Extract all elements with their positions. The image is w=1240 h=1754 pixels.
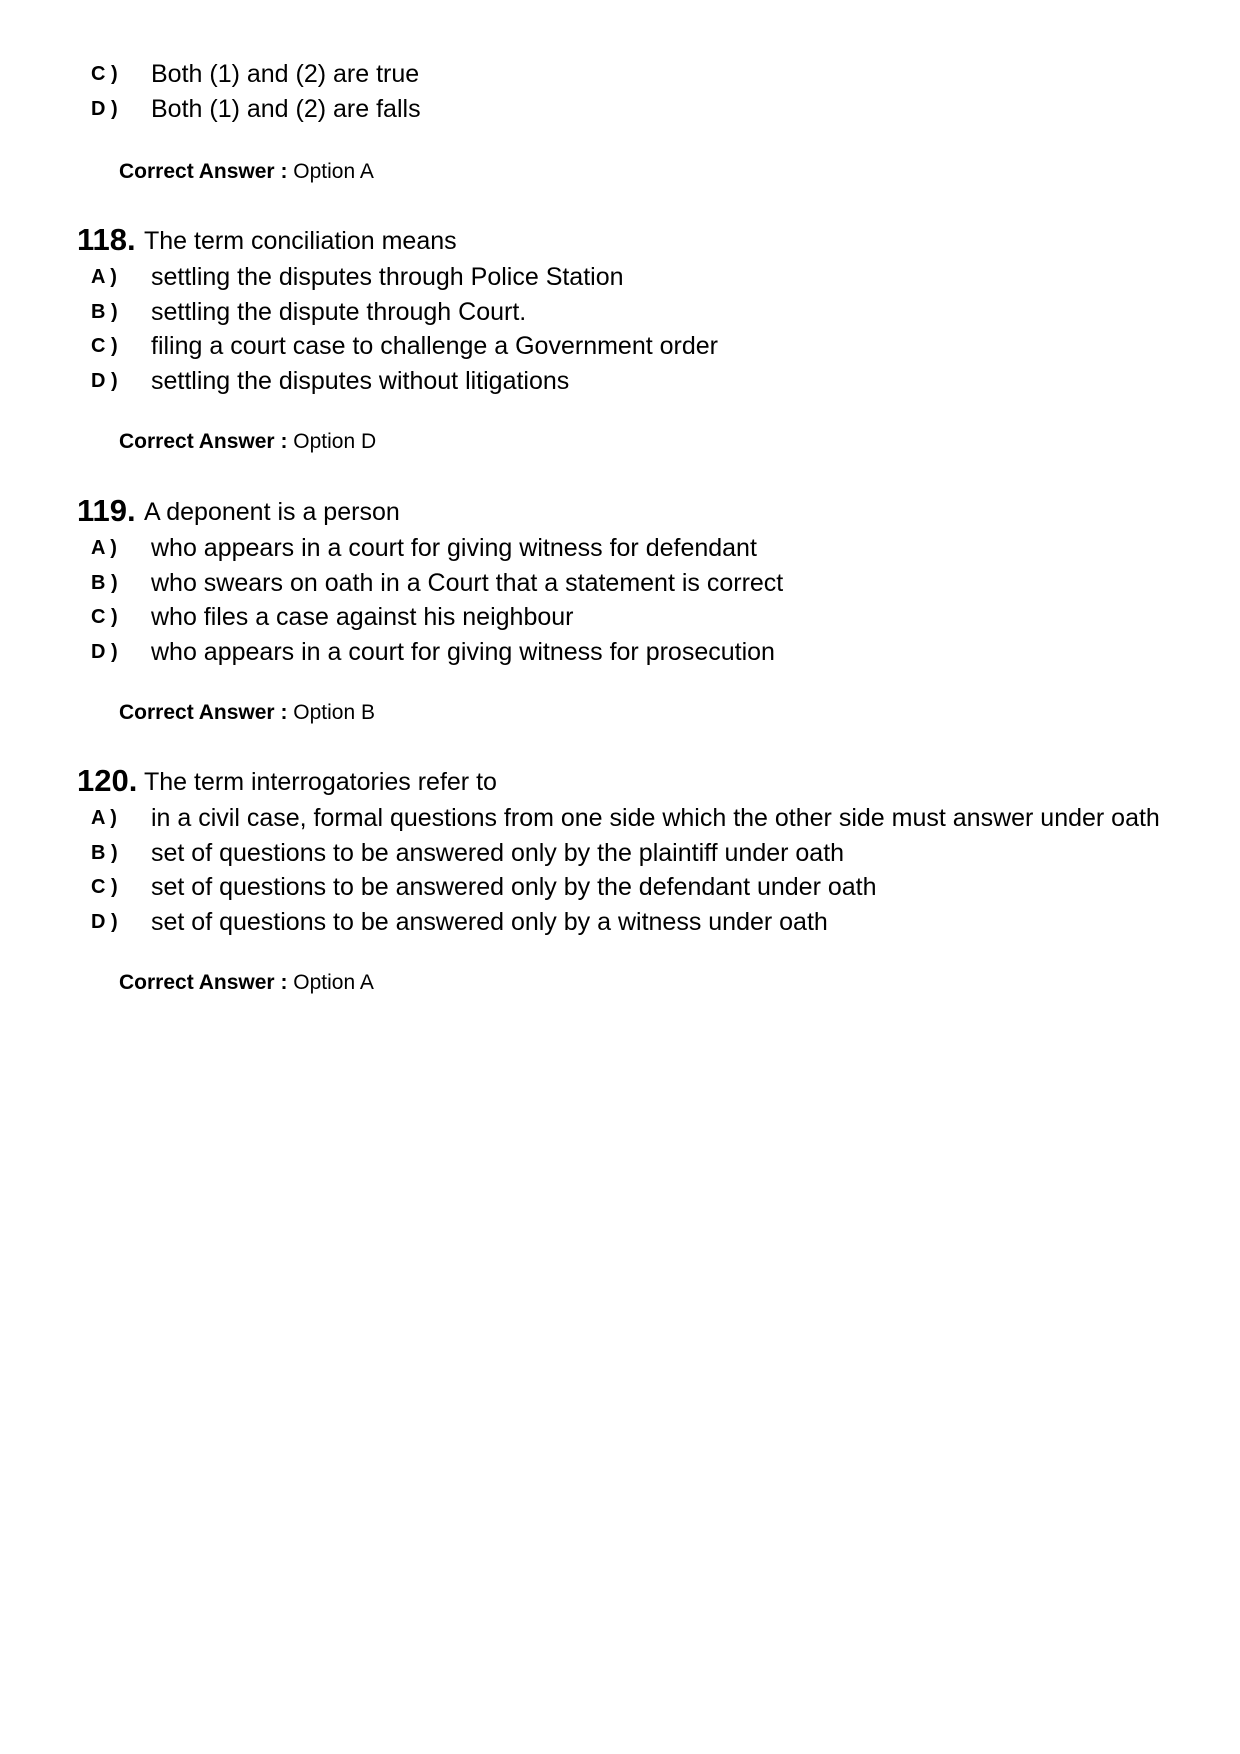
option-text: settling the disputes through Police Station xyxy=(151,263,624,291)
option-letter: A ) xyxy=(91,537,117,559)
correct-answer xyxy=(119,427,376,457)
option-letter: C ) xyxy=(91,876,118,898)
option-letter: B ) xyxy=(91,571,118,594)
option-letter: B ) xyxy=(91,841,118,864)
option-b xyxy=(0,836,1240,871)
question-text: A deponent is a person xyxy=(144,498,400,526)
question-119 xyxy=(0,491,1240,724)
option-a xyxy=(0,801,1240,836)
option-d xyxy=(0,905,1240,940)
option-b xyxy=(0,566,1240,601)
correct-answer-label: Correct Answer : xyxy=(119,430,288,453)
option-text: set of questions to be answered only by the plaintiff under oath xyxy=(151,838,845,867)
correct-answer-label: Correct Answer : xyxy=(119,160,288,183)
question-number: 120. xyxy=(77,763,138,798)
option-letter: B ) xyxy=(91,300,118,323)
option-letter: D ) xyxy=(91,369,118,392)
correct-answer-value: Option A xyxy=(293,971,374,994)
option-d xyxy=(0,364,1240,399)
option-text: in a civil case, formal questions from one side which the other side must answer under oath xyxy=(151,804,1160,832)
question-text: The term conciliation means xyxy=(144,227,457,255)
correct-answer-value: Option B xyxy=(293,701,375,724)
option-d xyxy=(0,635,1240,670)
option-text: who appears in a court for giving witness for prosecution xyxy=(151,637,775,666)
option-b xyxy=(0,295,1240,330)
option-letter: A ) xyxy=(91,266,117,288)
option-letter: D ) xyxy=(91,910,118,933)
question-header xyxy=(0,491,1240,531)
option-text: settling the dispute through Court. xyxy=(151,297,527,326)
question-117-tail xyxy=(0,57,1240,183)
question-118 xyxy=(0,220,1240,453)
option-c xyxy=(0,600,1240,635)
option-text: Both (1) and (2) are falls xyxy=(151,94,421,123)
option-text: set of questions to be answered only by the defendant under oath xyxy=(151,873,877,901)
option-letter: C ) xyxy=(91,63,118,85)
option-letter: D ) xyxy=(91,97,118,120)
option-d xyxy=(0,92,1240,127)
option-letter: A ) xyxy=(91,807,117,829)
option-letter: C ) xyxy=(91,606,118,628)
correct-answer-value: Option A xyxy=(293,160,374,183)
correct-answer-value: Option D xyxy=(293,430,377,453)
option-a xyxy=(0,531,1240,566)
option-text: filing a court case to challenge a Government order xyxy=(151,332,718,360)
option-text: who swears on oath in a Court that a statement is correct xyxy=(151,568,784,597)
option-text: who files a case against his neighbour xyxy=(151,603,574,631)
correct-answer xyxy=(119,157,374,187)
correct-answer-label: Correct Answer : xyxy=(119,701,288,724)
question-number: 119. xyxy=(77,493,136,528)
question-number: 118. xyxy=(77,222,136,257)
option-text: who appears in a court for giving witness for defendant xyxy=(151,534,757,562)
question-text: The term interrogatories refer to xyxy=(144,768,497,796)
option-c xyxy=(0,57,1240,92)
option-c xyxy=(0,329,1240,364)
option-a xyxy=(0,260,1240,295)
option-letter: D ) xyxy=(91,640,118,663)
question-120 xyxy=(0,761,1240,994)
correct-answer-label: Correct Answer : xyxy=(119,971,288,994)
option-letter: C ) xyxy=(91,335,118,357)
option-text: set of questions to be answered only by a witness under oath xyxy=(151,907,828,936)
question-header xyxy=(0,220,1240,260)
correct-answer xyxy=(119,968,374,998)
question-header xyxy=(0,761,1240,801)
option-text: settling the disputes without litigations xyxy=(151,366,570,395)
option-c xyxy=(0,870,1240,905)
correct-answer xyxy=(119,698,375,728)
option-text: Both (1) and (2) are true xyxy=(151,60,420,88)
